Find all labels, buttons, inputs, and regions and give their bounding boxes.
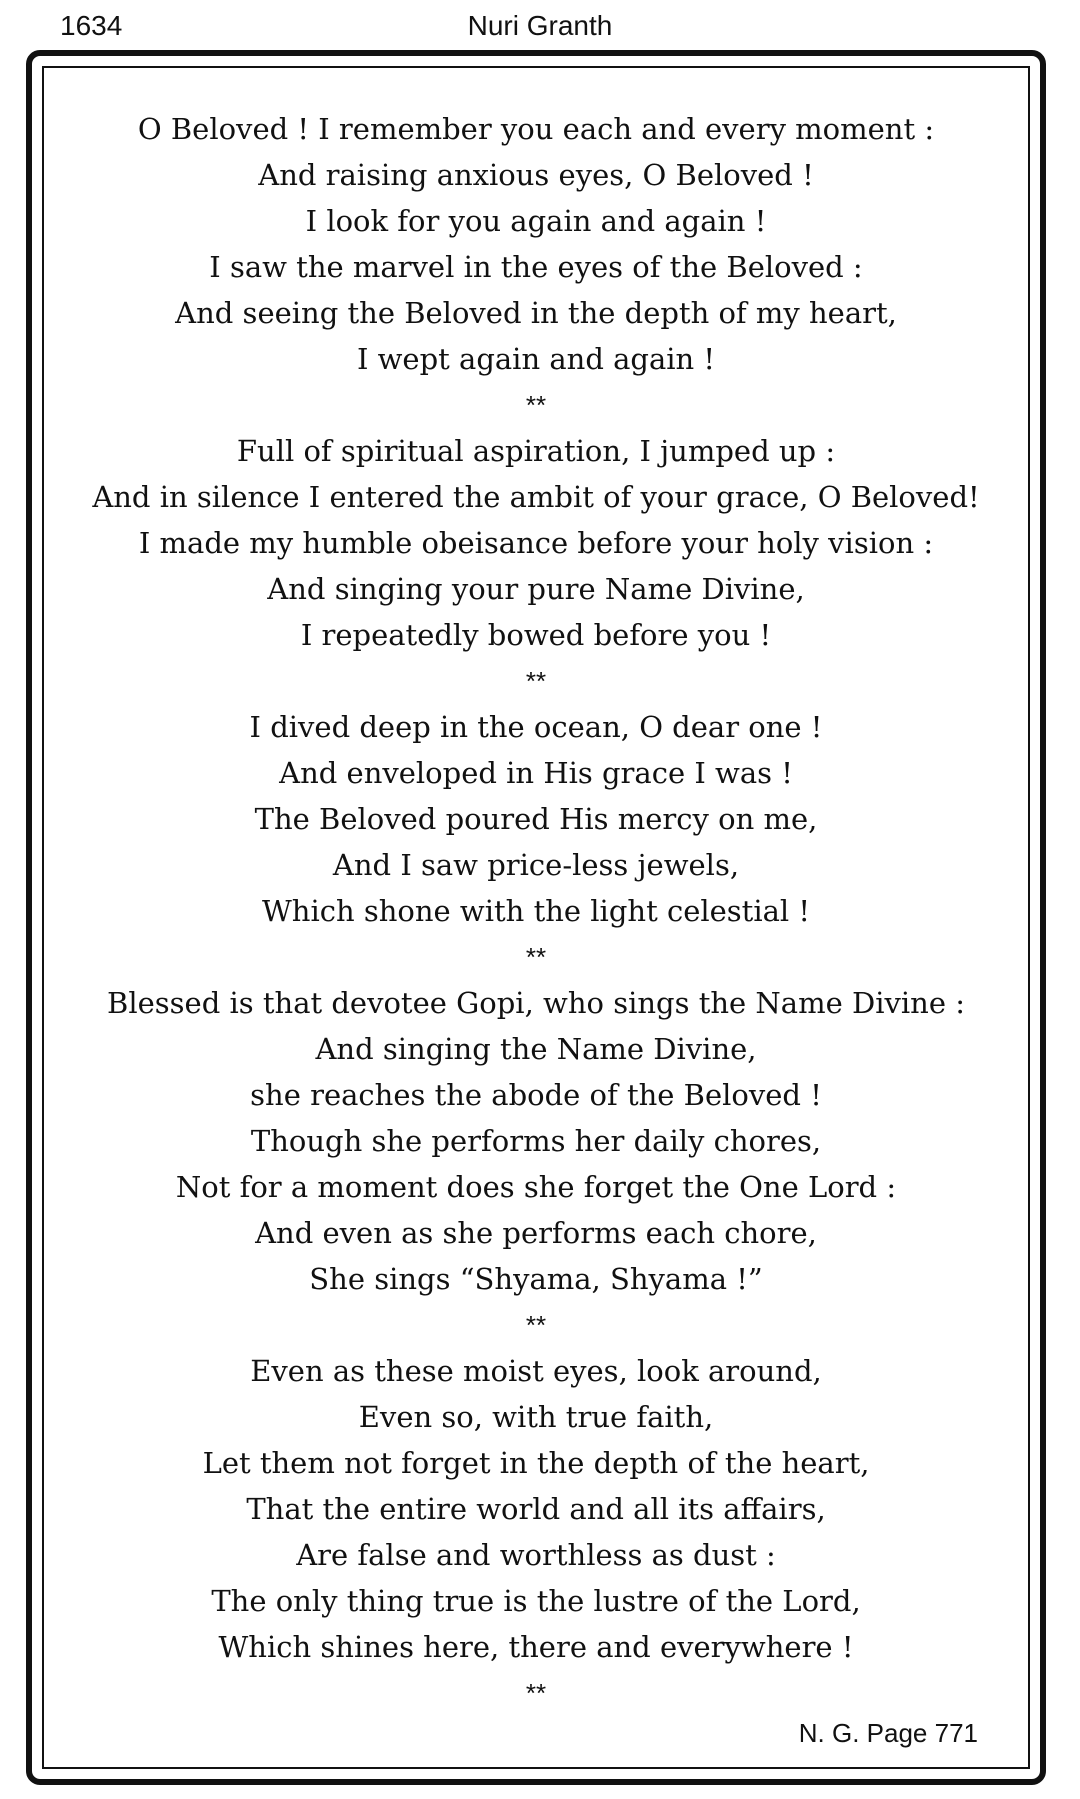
poem-line: I saw the marvel in the eyes of the Beloved : <box>209 250 863 284</box>
poem-line: Blessed is that devotee Gopi, who sings the Name Divine : <box>107 986 965 1020</box>
poem-line: And singing the Name Divine, <box>315 1032 757 1066</box>
poem-line: Even as these moist eyes, look around, <box>250 1354 822 1388</box>
stanza-separator: ** <box>525 942 547 972</box>
poem-body <box>44 106 1028 1716</box>
poem-line: I dived deep in the ocean, O dear one ! <box>249 710 823 744</box>
stanza <box>44 704 1028 980</box>
stanza-separator: ** <box>525 1310 547 1340</box>
page-reference: N. G. Page 771 <box>798 1718 978 1748</box>
poem-line: Not for a moment does she forget the One Lord : <box>175 1170 897 1204</box>
poem-line: I look for you again and again ! <box>305 204 767 238</box>
poem-line: I made my humble obeisance before your holy vision : <box>138 526 934 560</box>
stanza-separator: ** <box>525 666 547 696</box>
poem-line: she reaches the abode of the Beloved ! <box>250 1078 822 1112</box>
poem-line: And enveloped in His grace I was ! <box>279 756 793 790</box>
poem-line: And I saw price-less jewels, <box>332 848 740 882</box>
stanza <box>44 106 1028 428</box>
stanza <box>44 1348 1028 1716</box>
poem-line: And raising anxious eyes, O Beloved ! <box>258 158 814 192</box>
page-number: 1634 <box>60 10 123 41</box>
poem-line: Though she performs her daily chores, <box>250 1124 822 1158</box>
poem-line: Let them not forget in the depth of the heart, <box>202 1446 870 1480</box>
poem-line: That the entire world and all its affairs, <box>246 1492 826 1526</box>
poem-line: Full of spiritual aspiration, I jumped up : <box>236 434 836 468</box>
poem-line: She sings “Shyama, Shyama !” <box>309 1262 763 1296</box>
poem-line: I repeatedly bowed before you ! <box>300 618 772 652</box>
poem-line: I wept again and again ! <box>356 342 716 376</box>
poem-line: Which shines here, there and everywhere ! <box>218 1630 854 1664</box>
poem-line: And even as she performs each chore, <box>255 1216 817 1250</box>
poem-line: O Beloved ! I remember you each and every moment : <box>137 112 935 146</box>
poem-line: The only thing true is the lustre of the Lord, <box>211 1584 861 1618</box>
poem-line: And seeing the Beloved in the depth of my heart, <box>175 296 897 330</box>
book-title: Nuri Granth <box>467 10 613 41</box>
poem-line: The Beloved poured His mercy on me, <box>254 802 818 836</box>
inner-border-frame <box>42 66 1030 1769</box>
stanza-separator: ** <box>525 390 547 420</box>
poem-line: And singing your pure Name Divine, <box>267 572 805 606</box>
poem-line: Even so, with true faith, <box>358 1400 714 1434</box>
poem-line: Which shone with the light celestial ! <box>261 894 811 928</box>
poem-line: Are false and worthless as dust : <box>296 1538 776 1572</box>
stanza <box>44 980 1028 1348</box>
stanza <box>44 428 1028 704</box>
poem-line: And in silence I entered the ambit of your grace, O Beloved! <box>92 480 980 514</box>
outer-border-frame <box>26 50 1046 1785</box>
stanza-separator: ** <box>525 1678 547 1708</box>
page-header <box>0 8 1080 42</box>
